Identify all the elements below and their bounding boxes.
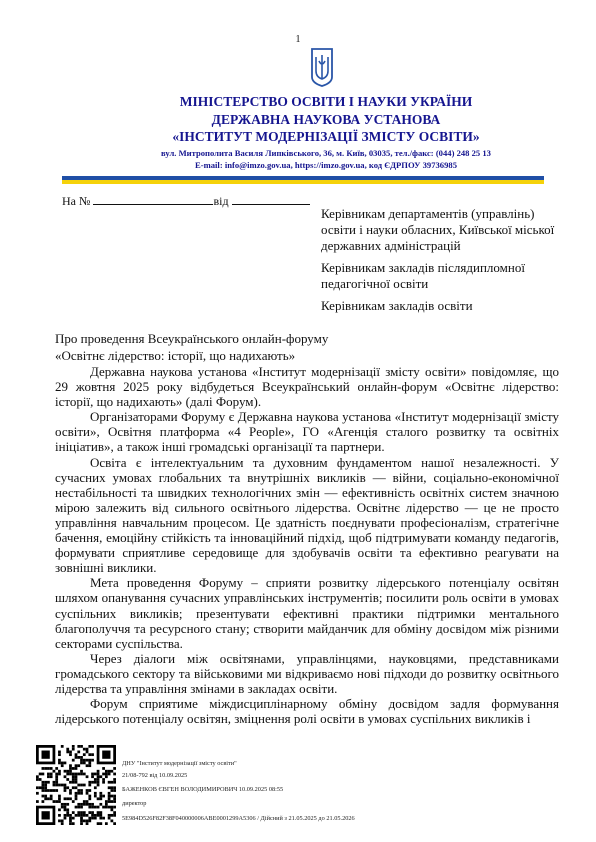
recipient-item: Керівникам департаментів (управлінь) освіти і науки обласних, Київської міської державних адміністрацій [321, 206, 555, 253]
registration-line [62, 193, 310, 209]
subject-line: «Освітнє лідерство: історії, що надихають» [55, 348, 296, 363]
signature-signer: БАЖЕНКОВ ЄВГЕН ВОЛОДИМИРОВИЧ 10.09.2025 08:55 [122, 786, 284, 793]
body-paragraph: Мета проведення Форуму – сприяти розвитку лідерського потенціалу освітян шляхом опанування сучасних управлінських інструментів; посилити роль освіти в умовах суспільних викликів; презентувати ефективні практики підтримки ментального благополуччя та ресурсного стану; створити майданчик для обміну досвідом між різними секторами суспільства. [55, 575, 559, 651]
signature-reg-number: 21/08-792 від 10.09.2025 [122, 772, 188, 779]
signature-org: ДНУ "Інститут модернізації змісту освіти" [122, 760, 237, 767]
body-paragraph: Державна наукова установа «Інститут модернізації змісту освіти» повідомляє, що 29 жовтня 2025 року відбудеться Всеукраїнський онлайн-форум «Освітнє лідерство: історії, що надихають» (далі Форум). [55, 364, 559, 410]
body-paragraph: Форум сприятиме міждисциплінарному обміну досвідом задля формування лідерського потенціалу освітян, зміцнення ролі освіти в умовах суспільних викликів і [55, 696, 559, 727]
ministry-title: МІНІСТЕРСТВО ОСВІТИ І НАУКИ УКРАЇНИ [179, 94, 473, 109]
letter-body [55, 364, 559, 726]
body-paragraph: Освіта є інтелектуальним та духовним фундаментом нашої незалежності. У сучасних умовах глобальних та внутрішніх викликів — війни, соціально-економічної нестабільності та швидких технологічних змін — ефективність освітніх систем значною мірою залежить від сильного освітнього лідерства. Освітнє лідерство — це не просто управління навчальним процесом. Це здатність поєднувати професіоналізм, стратегічне бачення, емоційну стійкість та інноваційний підхід, щоб підтримувати команду педагогів, формувати сприятливе середовище для здобувачів освіти та ефективно реагувати на зовнішні виклики. [55, 454, 559, 576]
number-label: На № [62, 194, 91, 208]
recipient-item: Керівникам закладів освіти [321, 298, 473, 313]
number-field [93, 193, 213, 205]
qr-code-icon [36, 745, 116, 825]
recipients-block [321, 206, 561, 320]
institution-type: ДЕРЖАВНА НАУКОВА УСТАНОВА [211, 112, 441, 127]
date-label: від [213, 194, 229, 208]
flag-stripe-yellow [62, 180, 544, 184]
body-paragraph: Організаторами Форуму є Державна наукова установа «Інститут модернізації змісту освіти», Освітня платформа «4 People», ГО «Агенція сталого розвитку та освітніх ініціатив», а також інші громадські організації та партнери. [55, 409, 559, 455]
trident-emblem-icon [310, 47, 334, 87]
letter-subject [55, 330, 328, 364]
institution-address: вул. Митрополита Василя Липківського, 36, м. Київ, 03035, тел./факс: (044) 248 25 13 [161, 148, 491, 158]
institution-contacts: E-mail: info@imzo.gov.ua, https://imzo.gov.ua, код ЄДРПОУ 39736985 [195, 160, 457, 170]
signature-certificate: 5E984D526F82F38F040000006ABE0001299A5306 / Дійсний з 21.05.2025 до 21.05.2026 [122, 815, 355, 822]
recipient-item: Керівникам закладів післядипломної педагогічної освіти [321, 260, 525, 291]
page-number: 1 [295, 34, 301, 45]
subject-line: Про проведення Всеукраїнського онлайн-форуму [55, 331, 329, 346]
signature-position: директор [122, 800, 147, 807]
body-paragraph: Через діалоги між освітянами, управлінцями, науковцями, представниками громадського сектору та військовими ми відкриваємо нові підходи до розвитку освітнього лідерства та управління змінами в закладах освіти. [55, 650, 559, 696]
institution-name: «ІНСТИТУТ МОДЕРНІЗАЦІЇ ЗМІСТУ ОСВІТИ» [172, 129, 480, 144]
date-field [232, 193, 310, 205]
